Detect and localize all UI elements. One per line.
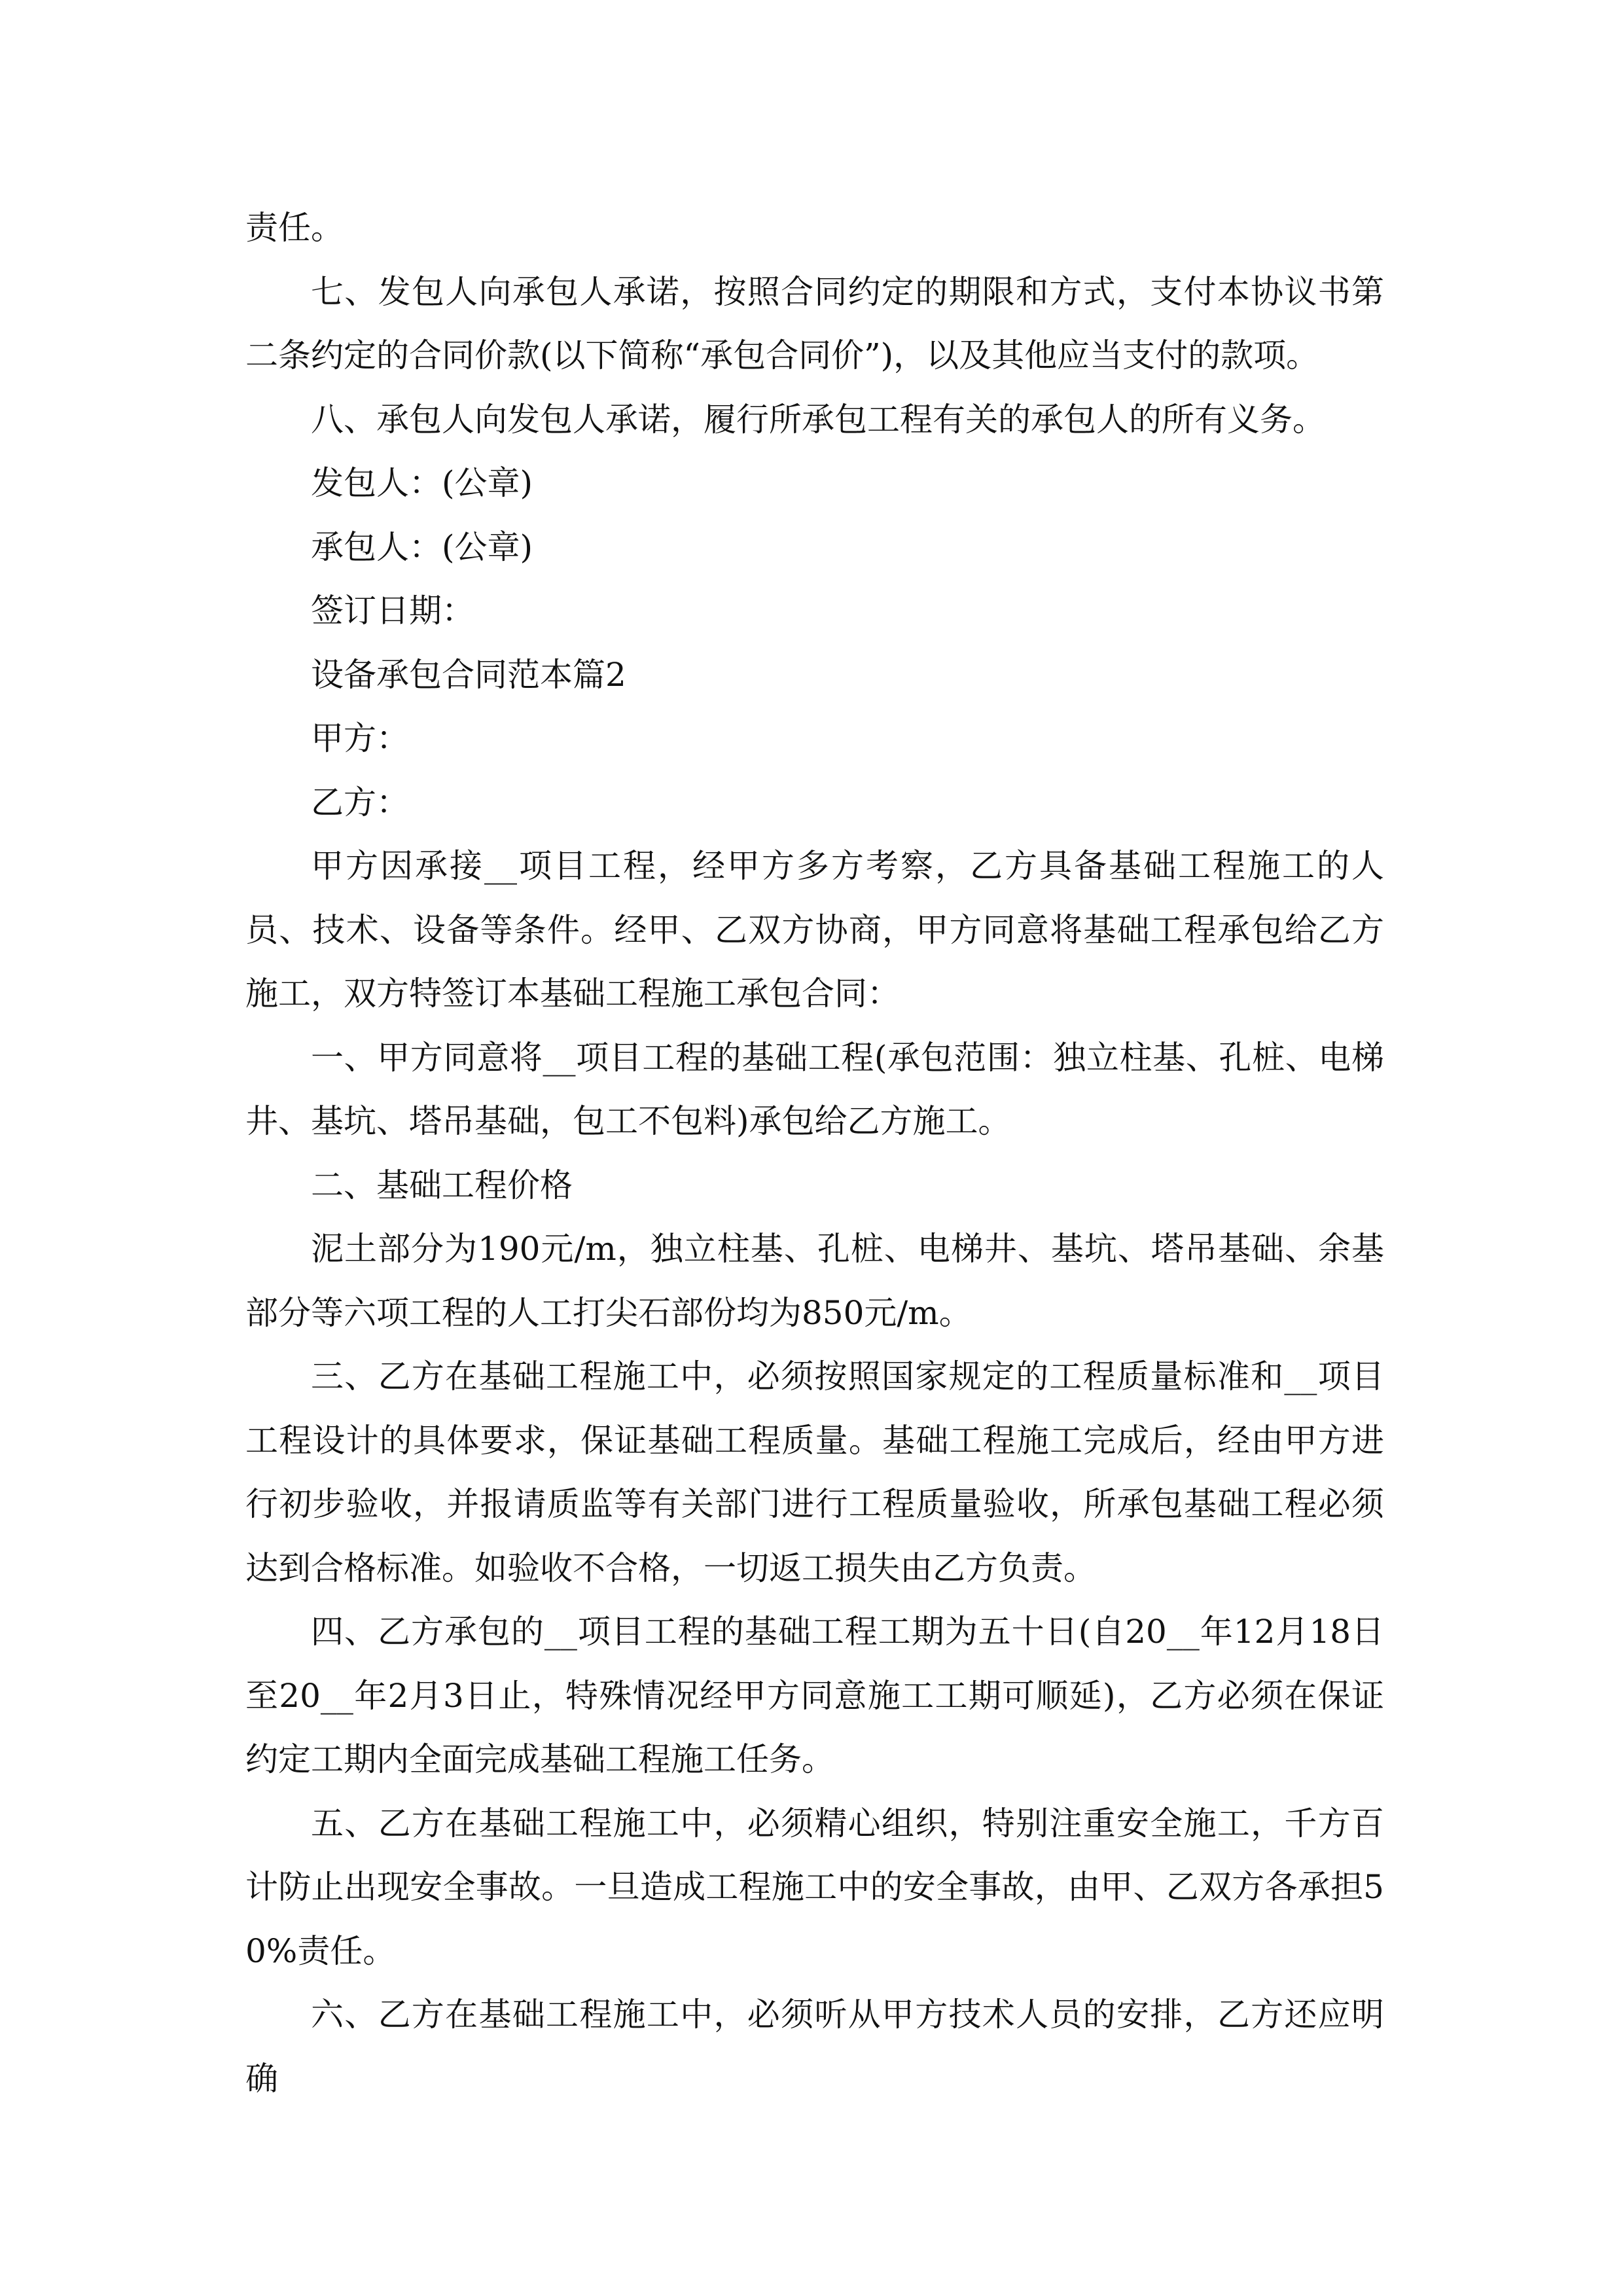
signing-date-line: 签订日期： xyxy=(311,592,474,630)
signature-party-b-line: 承包人：(公章) xyxy=(311,528,533,566)
paragraph-1: 责任。 xyxy=(245,209,344,247)
paragraph-preamble: 甲方因承接__项目工程，经甲方多方考察，乙方具备基础工程施工的人员、技术、设备等条件。经甲、乙双方协商，甲方同意将基础工程承包给乙方施工，双方特签订本基础工程施工承包合同： xyxy=(245,847,1384,1013)
section-title: 设备承包合同范本篇2 xyxy=(311,655,626,694)
clause-2-body: 泥土部分为190元/m，独立柱基、孔桩、电梯井、基坑、塔吊基础、余基部分等六项工程的人工打尖石部份均为850元/m。 xyxy=(245,1230,1384,1332)
paragraph-3: 八、承包人向发包人承诺，履行所承包工程有关的承包人的所有义务。 xyxy=(311,400,1325,439)
document-page xyxy=(245,196,1384,2111)
clause-3: 三、乙方在基础工程施工中，必须按照国家规定的工程质量标准和__项目工程设计的具体要求，保证基础工程质量。基础工程施工完成后，经由甲方进行初步验收，并报请质监等有关部门进行工程质量验收，所承包基础工程必须达到合格标准。如验收不合格，一切返工损失由乙方负责。 xyxy=(245,1357,1384,1587)
clause-1: 一、甲方同意将__项目工程的基础工程(承包范围：独立柱基、孔桩、电梯井、基坑、塔吊基础，包工不包料)承包给乙方施工。 xyxy=(245,1038,1384,1140)
signature-party-a-line: 发包人：(公章) xyxy=(311,464,533,502)
clause-2-heading: 二、基础工程价格 xyxy=(311,1166,573,1204)
clause-6: 六、乙方在基础工程施工中，必须听从甲方技术人员的安排，乙方还应明确 xyxy=(245,1996,1384,2098)
party-a-line: 甲方： xyxy=(311,719,409,757)
paragraph-2: 七、发包人向承包人承诺，按照合同约定的期限和方式，支付本协议书第二条约定的合同价款(以下简称“承包合同价”)，以及其他应当支付的款项。 xyxy=(245,272,1384,374)
clause-4: 四、乙方承包的__项目工程的基础工程工期为五十日(自20__年12月18日至20__年2月3日止，特殊情况经甲方同意施工工期可顺延)，乙方必须在保证约定工期内全面完成基础工程施工任务。 xyxy=(245,1613,1384,1778)
clause-5: 五、乙方在基础工程施工中，必须精心组织，特别注重安全施工，千方百计防止出现安全事故。一旦造成工程施工中的安全事故，由甲、乙双方各承担50%责任。 xyxy=(245,1804,1384,1970)
party-b-line: 乙方： xyxy=(311,783,409,821)
